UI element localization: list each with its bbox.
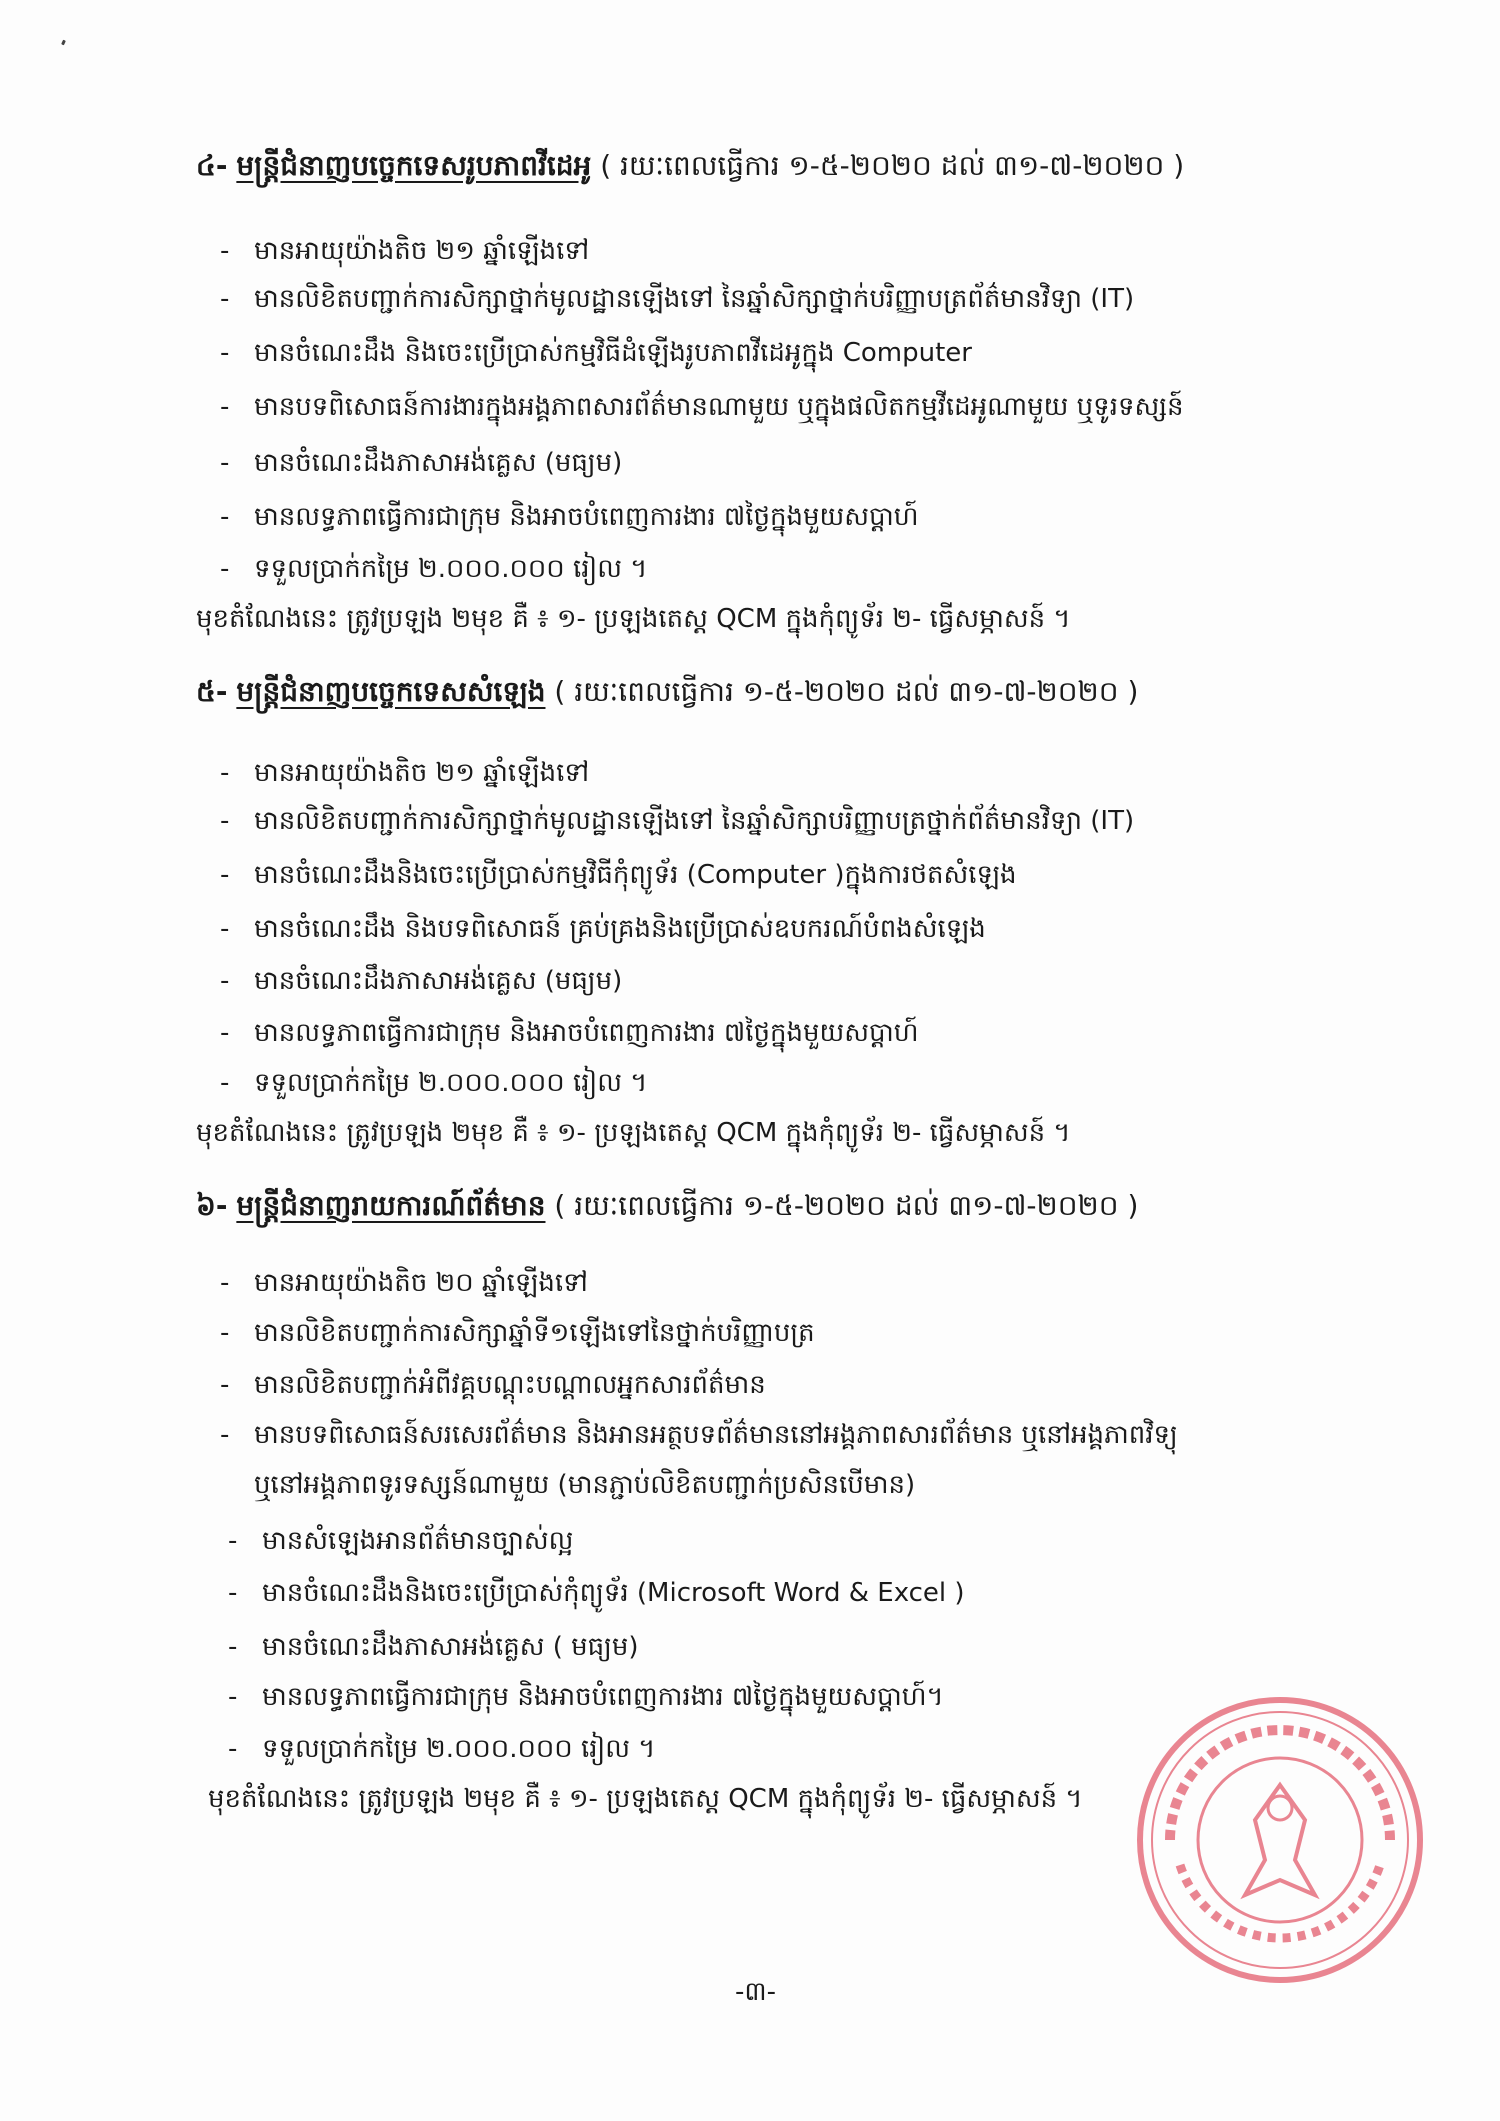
seal-bottom-lettering [1180,1865,1380,1938]
list-item [228,1734,655,1765]
list-item-text: មានលិខិតបញ្ជាក់ការសិក្សាថ្នាក់មូលដ្ឋានឡើងទៅ នៃឆ្នាំសិក្សាបរិញ្ញាបត្រថ្នាក់ព័ត៌មានវិទ្យា (IT) [254,806,1135,836]
exam-note: មុខតំណែងនេះ ត្រូវប្រឡង ២មុខ គឺ ៖ ១- ប្រឡងតេស្ត QCM ក្នុងកុំព្យូទ័រ ២- ធ្វើសម្ភាសន៍ ។ [196,604,1071,634]
section-number: ៤- [196,149,228,182]
list-item [228,1632,639,1663]
list-item-text: មានចំណេះដឹងនិងចេះប្រើប្រាស់កុំព្យូទ័រ (Microsoft Word & Excel ) [262,1578,965,1608]
list-item-text: មានលិខិតបញ្ជាក់ការសិក្សាថ្នាក់មូលដ្ឋានឡើងទៅ នៃឆ្នាំសិក្សាថ្នាក់បរិញ្ញាបត្រព័ត៌មានវិទ្យា (IT) [254,284,1135,314]
list-item [220,392,1183,423]
list-item-text: មានអាយុយ៉ាងតិច ២១ ឆ្នាំឡើងទៅ [254,236,590,266]
list-item-text: មានចំណេះដឹងភាសាអង់គ្លេស ( មធ្យម) [262,1632,639,1662]
list-item [220,1420,1178,1451]
section-period: ( រយៈពេលធ្វើការ ១-៥-២០២០ ដល់ ៣១-៧-២០២០ ) [600,149,1185,182]
list-item-text: ឬនៅអង្គភាពទូរទស្សន៍ណាមួយ (មានភ្ជាប់លិខិតបញ្ជាក់ប្រសិនបើមាន) [254,1470,916,1500]
list-item [220,284,1134,315]
list-item [228,1526,573,1557]
section-title: មន្ត្រីជំនាញរាយការណ៍ព័ត៌មាន [236,1189,546,1222]
dash: - [220,392,230,422]
list-item [220,554,647,585]
list-item [220,1318,815,1349]
section-heading [196,675,1139,708]
page-number: -៣- [735,1977,776,2007]
list-item-text: ទទួលប្រាក់កម្រៃ ២.០០០.០០០ រៀល ។ [262,1734,656,1764]
dash: - [220,338,230,368]
list-item [220,1268,588,1299]
dash: - [220,860,230,890]
dash: - [220,1018,230,1048]
list-item [220,914,986,945]
section-period: ( រយៈពេលធ្វើការ ១-៥-២០២០ ដល់ ៣១-៧-២០២០ ) [554,675,1139,708]
list-item-text: មានបទពិសោធន៍ការងារក្នុងអង្គភាពសារព័ត៌មានណាមួយ ឬក្នុងផលិតកម្មវីដេអូណាមួយ ឬទូរទស្សន៍ [254,392,1184,422]
dash: - [220,758,230,788]
dash: - [220,1268,230,1298]
section-period: ( រយៈពេលធ្វើការ ១-៥-២០២០ ដល់ ៣១-៧-២០២០ ) [554,1189,1139,1222]
list-item-text: មានសំឡេងអានព័ត៌មានច្បាស់ល្អ [262,1526,574,1556]
section-title: មន្ត្រីជំនាញបច្ចេកទេសរូបភាពវីដេអូ [236,149,592,182]
seal-emblem-head [1268,1796,1292,1820]
list-item-text: មានចំណេះដឹង និងចេះប្រើប្រាស់កម្មវិធីដំឡើងរូបភាពវីដេអូក្នុង Computer [254,338,972,368]
dash: - [220,236,230,266]
list-item [220,966,622,997]
section-number: ៦- [196,1189,228,1222]
dash: - [228,1578,238,1608]
dash: - [220,966,230,996]
scan-speck [61,40,66,46]
dash: - [220,1318,230,1348]
list-item-text: មានលិខិតបញ្ជាក់ការសិក្សាឆ្នាំទី១ឡើងទៅនៃថ្នាក់បរិញ្ញាបត្រ [254,1318,815,1348]
dash: - [220,1370,230,1400]
exam-note: មុខតំណែងនេះ ត្រូវប្រឡង ២មុខ គឺ ៖ ១- ប្រឡងតេស្ត QCM ក្នុងកុំព្យូទ័រ ២- ធ្វើសម្ភាសន៍ ។ [208,1784,1083,1814]
dash: - [228,1632,238,1662]
list-item-text: មានបទពិសោធន៍សរសេរព័ត៌មាន និងអានអត្ថបទព័ត៌មាននៅអង្គភាពសារព័ត៌មាន ឬនៅអង្គភាពវិទ្យុ [254,1420,1178,1450]
dash: - [220,448,230,478]
dash: - [220,914,230,944]
list-item-continuation [254,1470,915,1501]
section-number: ៥- [196,675,228,708]
list-item [228,1578,965,1609]
dash: - [220,1420,230,1450]
list-item [220,1370,766,1401]
section-heading [196,1189,1139,1222]
list-item-text: មានអាយុយ៉ាងតិច ២១ ឆ្នាំឡើងទៅ [254,758,590,788]
list-item-text: មានលទ្ធភាពធ្វើការជាក្រុម និងអាចបំពេញការងារ ៧ថ្ងៃក្នុងមួយសប្តាហ៍។ [262,1682,944,1712]
list-item-text: ទទួលប្រាក់កម្រៃ ២.០០០.០០០ រៀល ។ [254,1068,648,1098]
seal-emblem [1245,1785,1315,1895]
list-item [220,448,622,479]
list-item-text: មានចំណេះដឹងនិងចេះប្រើប្រាស់កម្មវិធីកុំព្យូទ័រ (Computer )ក្នុងការថតសំឡេង [254,860,1017,890]
dash: - [228,1526,238,1556]
list-item-text: មានលទ្ធភាពធ្វើការជាក្រុម និងអាចបំពេញការងារ ៧ថ្ងៃក្នុងមួយសប្តាហ៍ [254,502,919,532]
list-item-text: មានអាយុយ៉ាងតិច ២០ ឆ្នាំឡើងទៅ [254,1268,588,1298]
list-item [228,1682,944,1713]
list-item-text: មានលិខិតបញ្ជាក់អំពីវគ្គបណ្តុះបណ្តាលអ្នកសារព័ត៌មាន [254,1370,766,1400]
section-title: មន្ត្រីជំនាញបច្ចេកទេសសំឡេង [236,675,546,708]
dash: - [228,1734,238,1764]
list-item [220,338,972,369]
list-item [220,860,1017,891]
official-seal-stamp [1130,1690,1430,1990]
list-item [220,502,919,533]
dash: - [220,1068,230,1098]
dash: - [220,806,230,836]
list-item-text: មានចំណេះដឹង និងបទពិសោធន៍ គ្រប់គ្រងនិងប្រើប្រាស់ឧបករណ៍បំពងសំឡេង [254,914,986,944]
exam-note: មុខតំណែងនេះ ត្រូវប្រឡង ២មុខ គឺ ៖ ១- ប្រឡងតេស្ត QCM ក្នុងកុំព្យូទ័រ ២- ធ្វើសម្ភាសន៍ ។ [196,1118,1071,1148]
list-item-text: មានចំណេះដឹងភាសាអង់គ្លេស (មធ្យម) [254,966,623,996]
list-item [220,236,589,267]
dash: - [220,502,230,532]
list-item [220,1018,919,1049]
dash: - [220,284,230,314]
list-item [220,758,589,789]
dash: - [220,554,230,584]
section-heading [196,149,1185,182]
list-item-text: ទទួលប្រាក់កម្រៃ ២.០០០.០០០ រៀល ។ [254,554,648,584]
seal-outer-ring [1140,1700,1420,1980]
list-item-text: មានចំណេះដឹងភាសាអង់គ្លេស (មធ្យម) [254,448,623,478]
list-item [220,806,1134,837]
dash: - [228,1682,238,1712]
seal-inner-ring [1152,1712,1408,1968]
list-item [220,1068,647,1099]
list-item-text: មានលទ្ធភាពធ្វើការជាក្រុម និងអាចបំពេញការងារ ៧ថ្ងៃក្នុងមួយសប្តាហ៍ [254,1018,919,1048]
